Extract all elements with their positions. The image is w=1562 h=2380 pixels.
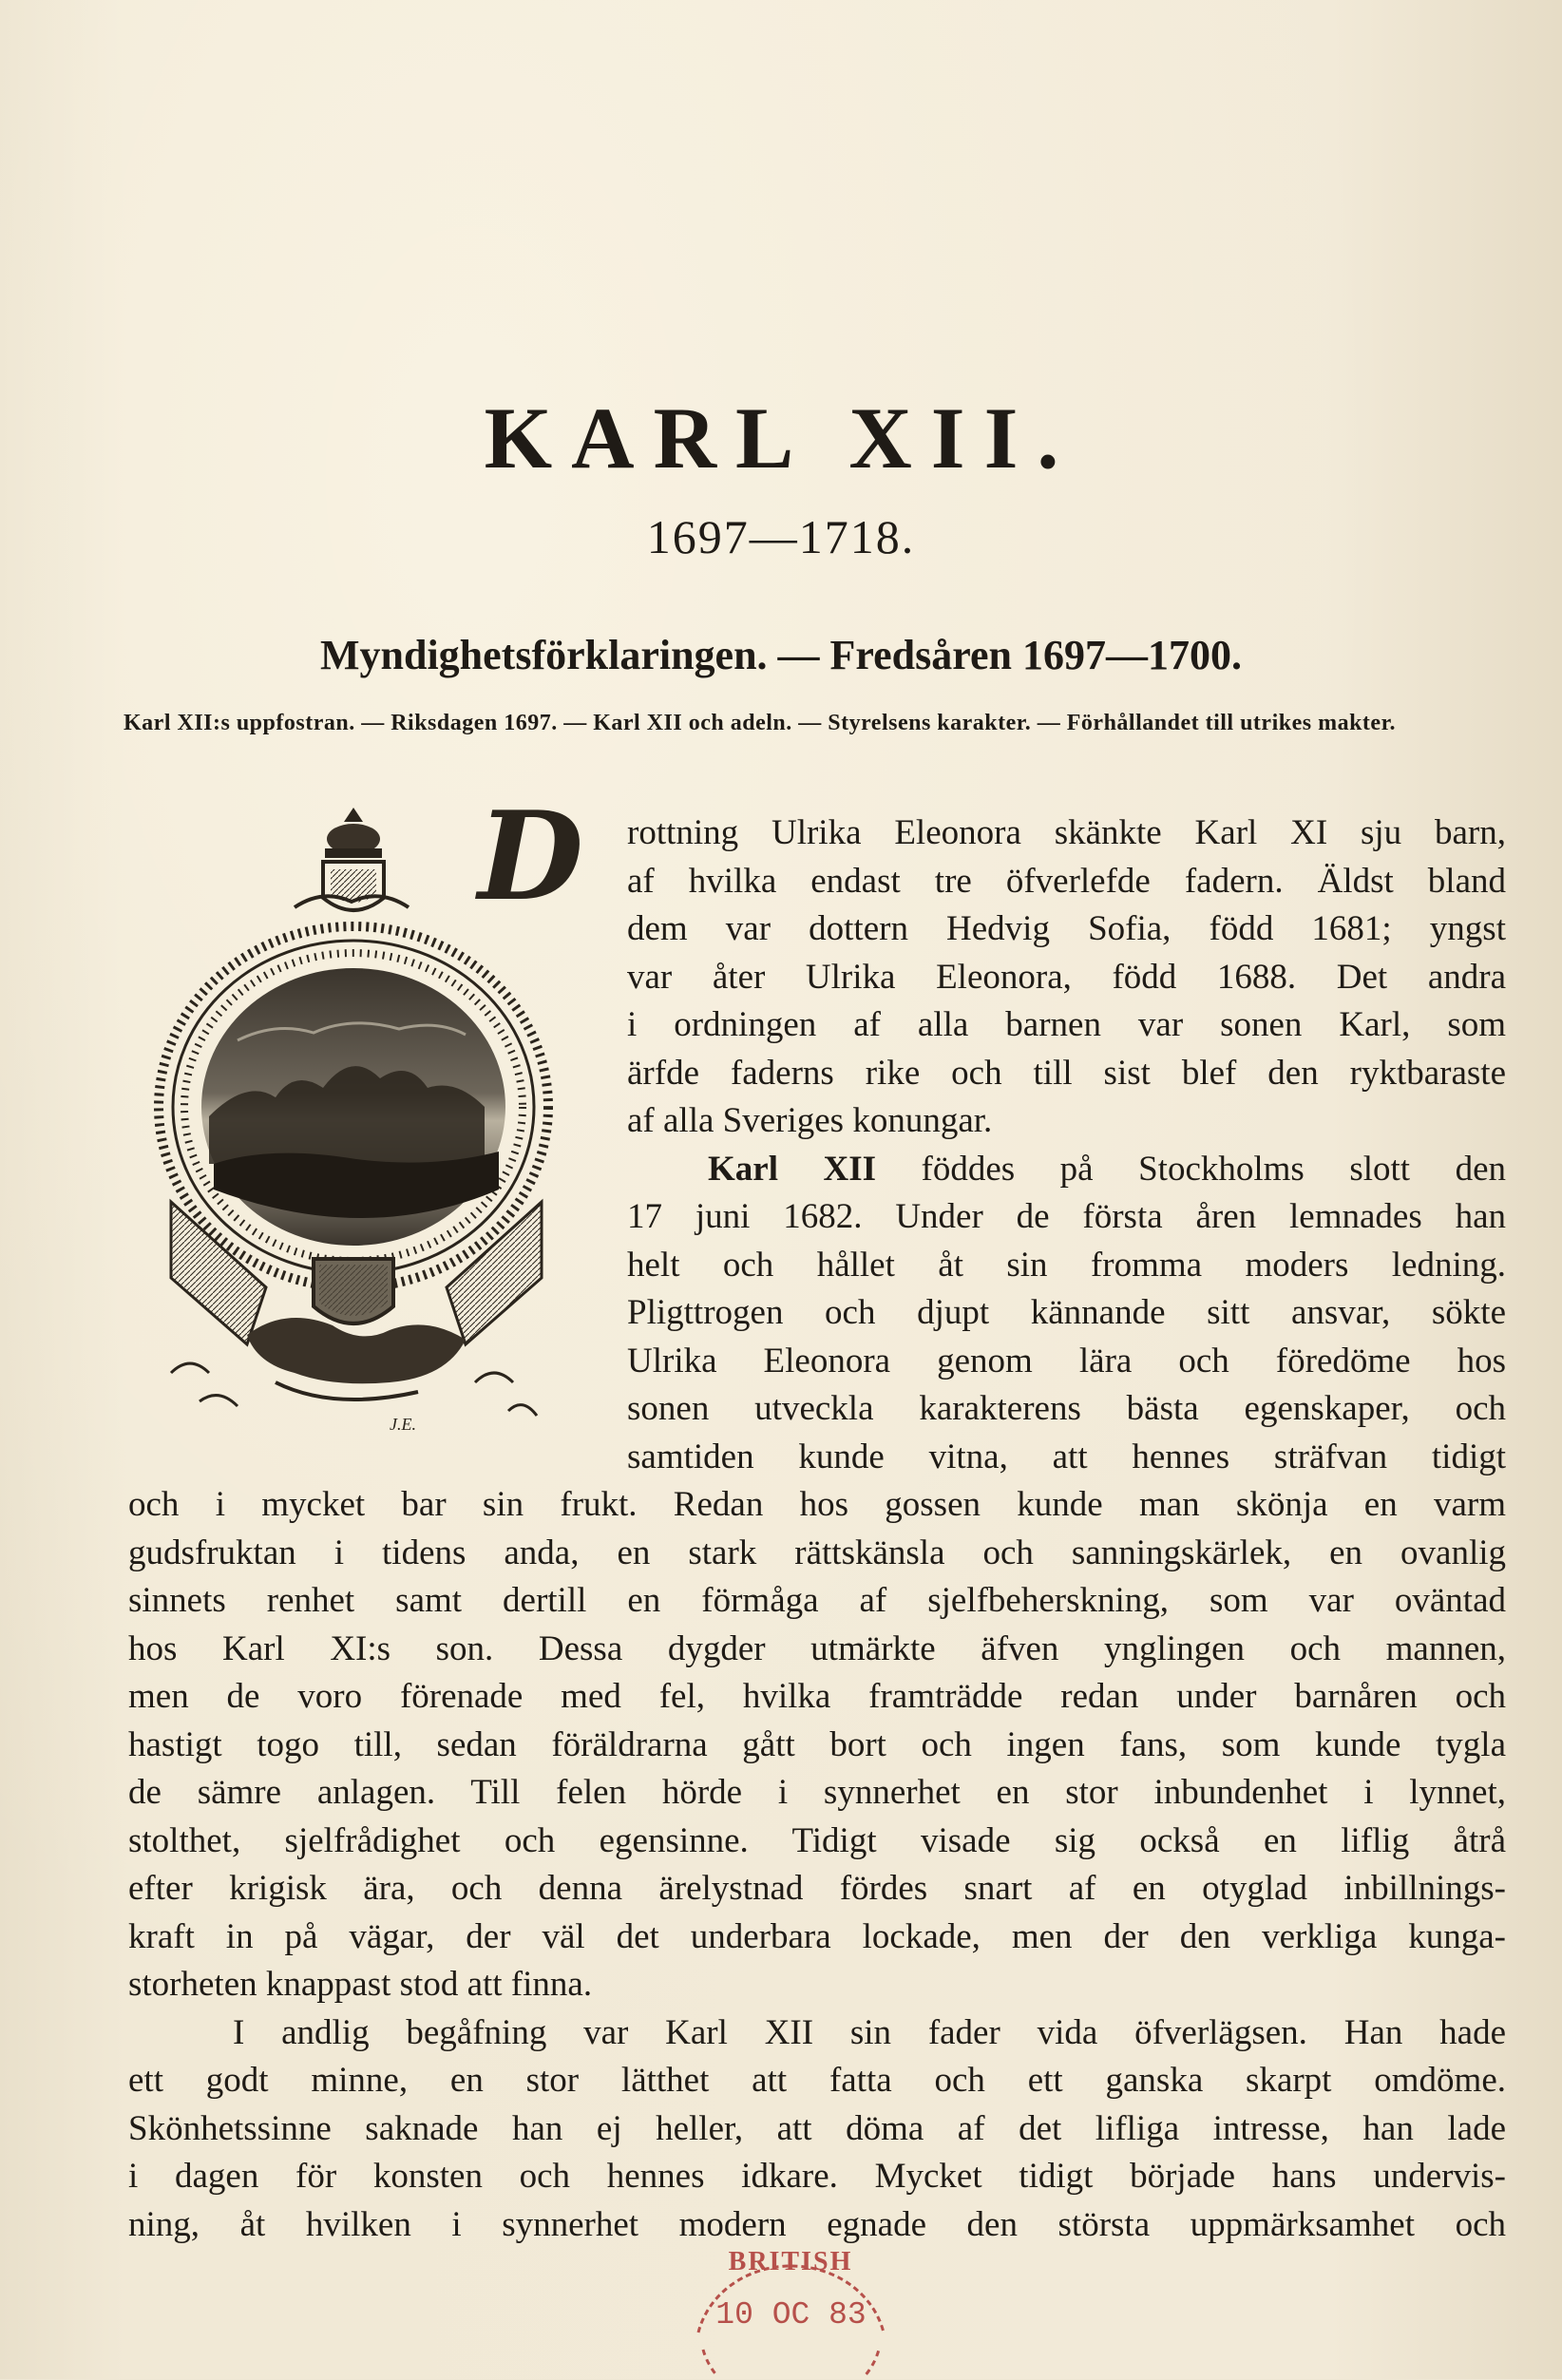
body-line: 17 juni 1682. Under de första åren lemnades han	[627, 1197, 1506, 1236]
body-line: men de voro förenade med fel, hvilka framträdde redan under barnåren och	[128, 1677, 1506, 1716]
body-line: kraft in på vägar, der väl det underbara lockade, men der den verkliga kunga-	[128, 1916, 1506, 1956]
body-line: de sämre anlagen. Till felen hörde i synnerhet en stor inbundenhet i lynnet,	[128, 1773, 1506, 1812]
body-line: ett godt minne, en stor lätthet att fatta och ett ganska skarpt omdöme.	[128, 2061, 1506, 2100]
body-line: af hvilka endast tre öfverlefde fadern. Äldst bland	[627, 861, 1506, 901]
body-line: dem var dottern Hedvig Sofia, född 1681; yngst	[627, 909, 1506, 948]
illustration-signature: J.E.	[390, 1415, 416, 1434]
chapter-title: Myndighetsförklaringen. — Fredsåren 1697—1700.	[319, 632, 1243, 678]
body-line: efter krigisk ära, och denna ärelystnad fördes snart af en otyglad inbillnings-	[128, 1869, 1506, 1908]
body-line: rottning Ulrika Eleonora skänkte Karl XI sju barn,	[627, 813, 1506, 852]
body-line: ning, åt hvilken i synnerhet modern egnade den största uppmärksamhet och	[128, 2204, 1506, 2244]
page-title: KARL XII.	[484, 390, 1078, 486]
body-line: hastigt togo till, sedan föräldrarna gått bort och ingen fans, som kunde tygla	[128, 1724, 1506, 1764]
body-line: i dagen för konsten och hennes idkare. Mycket tidigt började hans undervis-	[128, 2157, 1506, 2196]
body-line: Skönhetssinne saknade han ej heller, att döma af det lifliga intresse, han lade	[128, 2108, 1506, 2148]
reign-years: 1697—1718.	[646, 510, 916, 563]
body-line: sinnets renhet samt dertill en förmåga af sjelfbeherskning, som var oväntad	[128, 1581, 1506, 1620]
body-line: helt och hållet åt sin fromma moders ledning.	[627, 1245, 1506, 1285]
coat-of-arms-icon	[295, 862, 409, 910]
crown-icon	[325, 808, 382, 858]
body-line: ärfde faderns rike och till sist blef den ryktbaraste	[627, 1053, 1506, 1093]
stamp-text: BRITISH	[728, 2247, 853, 2276]
stamp-date: 10 OC 83	[715, 2297, 867, 2332]
drop-cap: D	[478, 786, 583, 928]
body-line: Ulrika Eleonora genom lära och föredöme hos	[627, 1341, 1506, 1380]
body-line: sonen utveckla karakterens bästa egenskaper, och	[627, 1389, 1506, 1428]
body-line: hos Karl XI:s son. Dessa dygder utmärkte äfven ynglingen och mannen,	[128, 1628, 1506, 1668]
body-line: samtiden kunde vitna, att hennes sträfvan tidigt	[627, 1437, 1506, 1476]
body-line: stolthet, sjelfrådighet och egensinne. Tidigt visade sig också en liflig åtrå	[128, 1820, 1506, 1860]
body-line: var åter Ulrika Eleonora, född 1688. Det andra	[627, 957, 1506, 997]
body-line: i ordningen af alla barnen var sonen Karl, som	[627, 1005, 1506, 1044]
body-line: I andlig begåfning var Karl XII sin fader vida öfverlägsen. Han hade	[233, 2012, 1506, 2052]
body-line: af alla Sveriges konungar.	[627, 1101, 993, 1140]
body-line: och i mycket bar sin frukt. Redan hos gossen kunde man skönja en varm	[128, 1485, 1506, 1524]
body-line: storheten knappast stod att finna.	[128, 1965, 593, 2004]
chapter-summary: Karl XII:s uppfostran. — Riksdagen 1697. — Karl XII och adeln. — Styrelsens karakter. — Förhållandet till utrikes makter.	[124, 711, 1397, 735]
body-line: Pligttrogen och djupt kännande sitt ansvar, sökte	[627, 1293, 1506, 1332]
body-line: gudsfruktan i tidens anda, en stark rättskänsla och sanningskärlek, en ovanlig	[128, 1533, 1506, 1572]
body-line: Karl XII föddes på Stockholms slott den	[708, 1149, 1506, 1189]
